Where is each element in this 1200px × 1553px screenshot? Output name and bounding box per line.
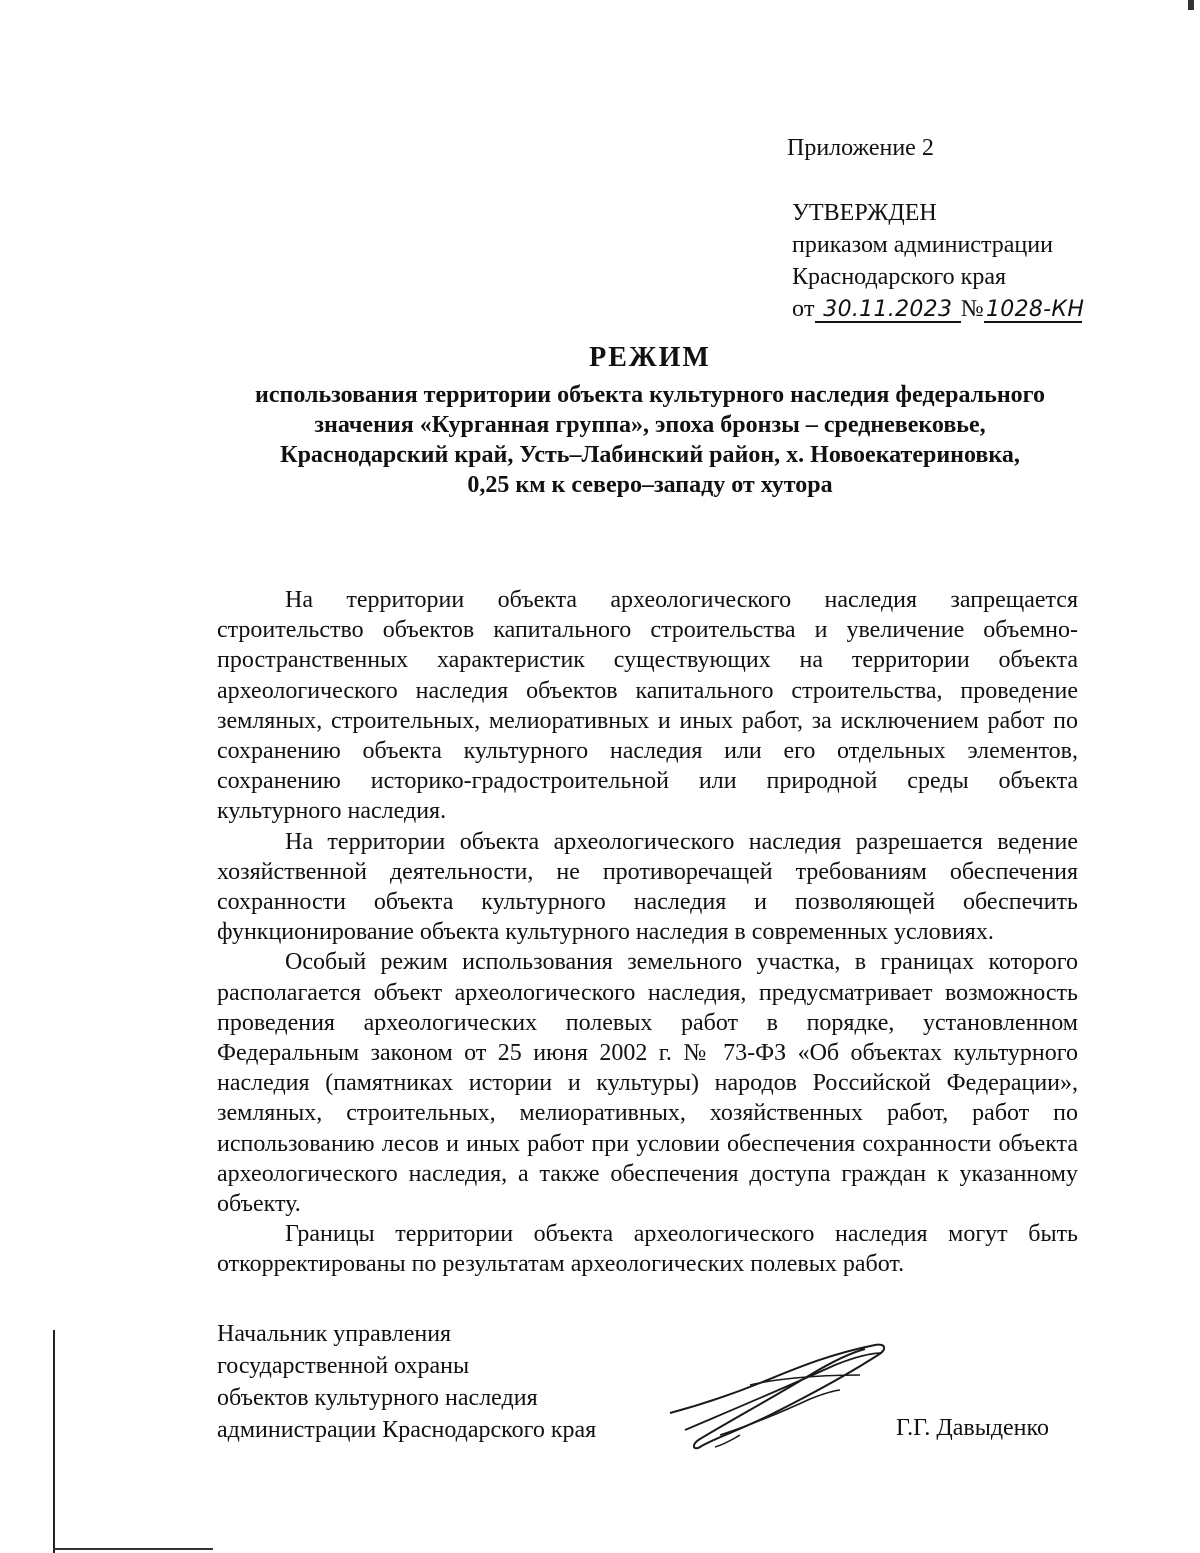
position-line-4: администрации Краснодарского края xyxy=(217,1417,597,1443)
handwritten-date: 30.11.2023 xyxy=(815,299,961,323)
approval-block xyxy=(792,197,1172,325)
date-prefix: от xyxy=(792,296,815,322)
paragraph-permissions: На территории объекта археологического наследия разрешается ведение хозяйственной деятельности, не противоречащей требованиям обеспечения сохранности объекта культурного наследия и позволяющей обеспечить функционирование объекта культурного наследия в современных условиях. xyxy=(217,828,1078,946)
appendix-label: Приложение 2 xyxy=(787,135,934,161)
paragraph-special-regime: Особый режим использования земельного участка, в границах которого располагается объект археологического наследия, предусматривает возможность проведения археологических полевых работ в порядке, установленном Федеральным законом от 25 июня 2002 г. № 73-ФЗ «Об объектах культурного наследия (памятниках истории и культуры) народов Российской Федерации», земляных, строительных, мелиоративных, хозяйственных работ, работ по использованию лесов и иных работ при условии обеспечения сохранности объекта археологического наследия, а также обеспечения доступа граждан к указанному объекту. xyxy=(217,949,1078,1218)
approval-status: УТВЕРЖДЕН xyxy=(792,200,937,226)
subtitle-line-3: Краснодарский край, Усть–Лабинский район, х. Новоекатериновка, xyxy=(280,442,1020,468)
document-body xyxy=(217,585,1078,1280)
scan-edge-left xyxy=(53,1330,55,1553)
number-prefix: № xyxy=(960,296,984,322)
paragraph-boundaries: Границы территории объекта археологического наследия могут быть откорректированы по результатам археологических полевых работ. xyxy=(217,1221,1078,1278)
signer-name: Г.Г. Давыденко xyxy=(896,1415,1049,1441)
approval-line-2: Краснодарского края xyxy=(792,264,1007,290)
approval-date-line xyxy=(792,293,1172,325)
handwritten-number: 1028-КН xyxy=(985,297,1085,322)
subtitle-line-4: 0,25 км к северо–западу от хутора xyxy=(467,472,833,498)
position-line-2: государственной охраны xyxy=(217,1353,470,1379)
scan-edge-top-right xyxy=(1188,0,1194,10)
document-title-block xyxy=(120,340,1180,500)
approval-line-1: приказом администрации xyxy=(792,232,1053,258)
paragraph-prohibitions: На территории объекта археологического наследия запрещается строительство объектов капитального строительства и увеличение объемно-пространственных характеристик существующих на территории объекта археологического наследия объектов капитального строительства, проведение земляных, строительных, мелиоративных и иных работ, за исключением работ по сохранению объекта культурного наследия или его отдельных элементов, сохранению историко-градостроительной или природной среды объекта культурного наследия. xyxy=(217,587,1078,825)
document-subtitle xyxy=(120,380,1180,500)
subtitle-line-2: значения «Курганная группа», эпоха бронзы – средневековье, xyxy=(314,412,986,438)
handwritten-signature xyxy=(660,1335,890,1455)
document-title: РЕЖИМ xyxy=(589,342,711,373)
scan-edge-bottom xyxy=(53,1548,213,1550)
position-line-1: Начальник управления xyxy=(217,1321,452,1347)
position-line-3: объектов культурного наследия xyxy=(217,1385,538,1411)
signatory-position xyxy=(217,1318,677,1446)
subtitle-line-1: использования территории объекта культурного наследия федерального xyxy=(255,382,1045,408)
